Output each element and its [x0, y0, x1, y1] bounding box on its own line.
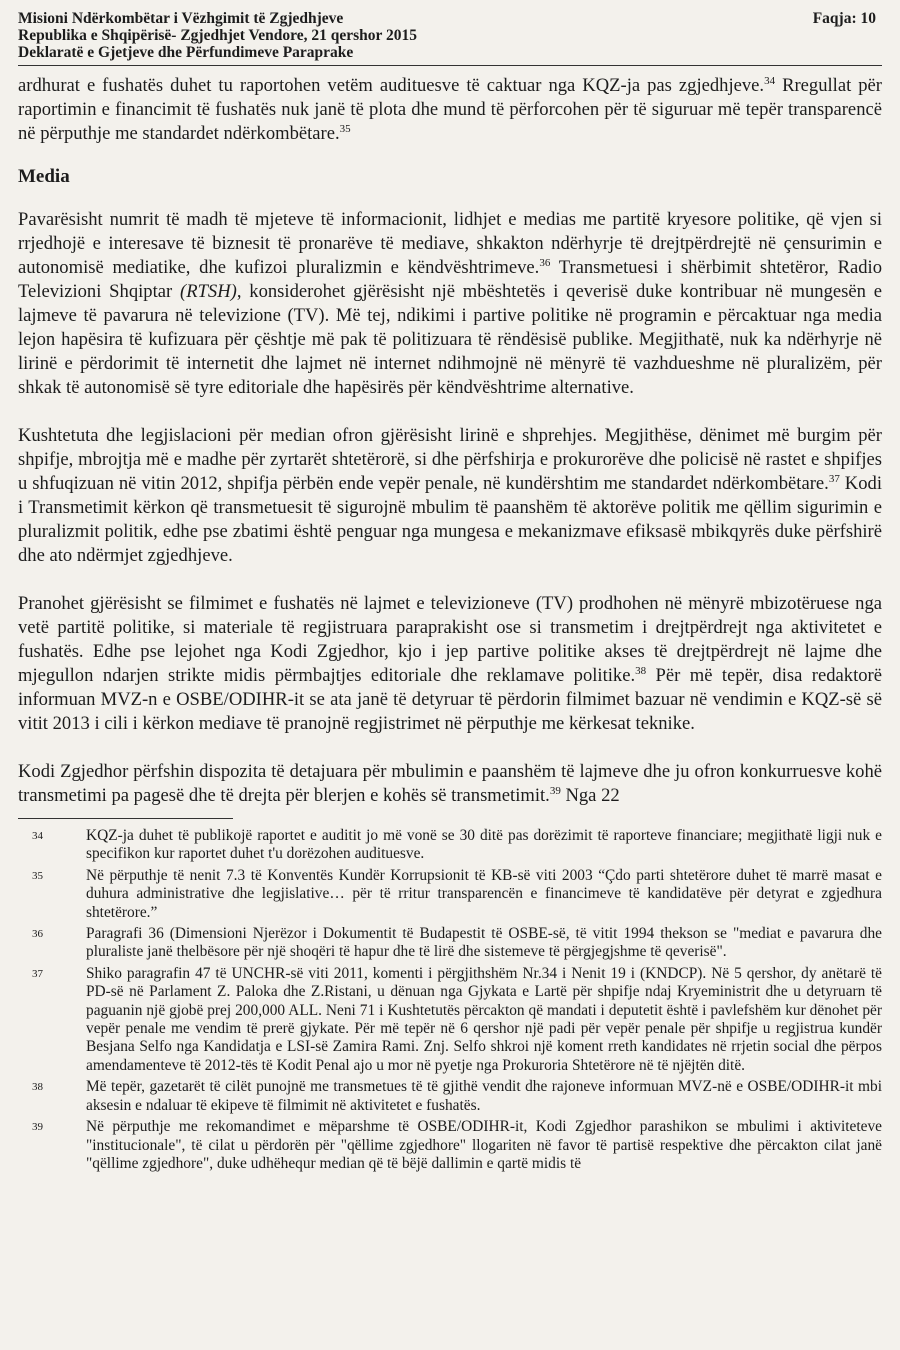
footnotes [18, 827, 882, 1173]
media-paragraph-1 [18, 208, 882, 400]
footnote-text: Në përputhje të nenit 7.3 të Konventës Kundër Korrupsionit të KB-së viti 2003 “Çdo parti shtetërore duhet të marrë masat e duhura administrative dhe legjislative… për të rritur transparencën e financimeve të kandidatëve për detyrat e zgjedhura shtetërore.” [86, 866, 882, 921]
footnote-ref-35[interactable]: 35 [339, 122, 351, 135]
footnote-divider [18, 818, 233, 819]
p3-text-1: Pranohet gjërësisht se filmimet e fushatës në lajmet e televizioneve (TV) prodhohen në mënyrë mbizotëruese nga vetë partitë politike, si materiale të regjistruara paraprakisht ose si transmetim i drejtpërdrejt nga aktivitetet e fushatës. Edhe pse lejohet nga Kodi Zgjedhor, kjo i jep partive politike akses të drejtpërdrejt në lajme dhe mjegullon ndarjen strikte midis përmbajtjes editoriale dhe reklamave politike. [18, 593, 882, 686]
intro-text-1: ardhurat e fushatës duhet tu raportohen vetëm audituesve të caktuar nga KQZ-ja pas zgjedhjeve. [18, 75, 765, 96]
footnote-number: 38 [32, 1081, 43, 1094]
footnote-number: 34 [32, 830, 43, 842]
rtsh-abbrev: (RTSH) [180, 281, 237, 302]
header-divider [18, 65, 882, 66]
section-heading-media: Media [18, 166, 70, 187]
footnote-number: 39 [32, 1121, 43, 1134]
p1-text-1: Pavarësisht numrit të madh të mjeteve të informacionit, lidhjet e medias me partitë kryesore politike, që vjen si rrjedhojë e interesave të biznesit të pronarëve të mediave, shkakton ndërhyrje të drejtpërdrejtë në çensurimin e autonomisë mediatike, dhe kufizoi pluralizmin e këndvështrimeve. [18, 209, 882, 278]
footnote-text: KQZ-ja duhet të publikojë raportet e auditit jo më vonë se 30 ditë pas dorëzimit të raporteve financiare; megjithatë ligji nuk e specifikon kur raportet duhet t'u dorëzohen audituesve. [86, 827, 882, 863]
footnote-item [18, 1118, 882, 1173]
footnote-item [18, 925, 882, 962]
intro-text-2: Rregullat për raportimin e financimit të fushatës nuk janë të plota dhe mund të përforcohen për të siguruar më tepër transparencë në përputhje me standardet ndërkombëtare. [18, 75, 882, 144]
footnote-item [18, 1078, 882, 1115]
footnote-text: Në përputhje me rekomandimet e mëparshme të OSBE/ODIHR-it, Kodi Zgjedhor parashikon se mbulimi i aktiviteteve "institucionale", të cilat u përdorën për "qëllime zgjedhore" llogariten në favor të partisë respektive dhe përcakton cilat janë "qëllime zgjedhore", duke udhëhequr median që të bëjë dallimin e qartë midis të [86, 1118, 882, 1172]
footnote-number: 36 [32, 928, 43, 941]
p4-text-2: Nga 22 [560, 785, 620, 806]
page-number: Faqja: 10 [812, 10, 876, 27]
p3-text-2: Për më tepër, disa redaktorë informuan MVZ-n e OSBE/ODIHR-it se ata janë të detyruar të përdorin filmimet bazuar në vendimin e KQZ-së së vitit 2013 i cili i kërkon mediave të pranojnë regjistrimet në përputhje me kërkesat teknike. [18, 665, 882, 734]
p4-text-1: Kodi Zgjedhor përfshin dispozita të detajuara për mbulimin e paanshëm të lajmeve dhe ju ofron konkurruesve kohë transmetimi pa pagesë dhe të drejta për blerjen e kohës së transmetimit. [18, 761, 882, 806]
p1-text-3: , konsiderohet gjërësisht një mbështetës i qeverisë duke kontribuar në mungesën e lajmeve të pavarura në televizione (TV). Më tej, ndikimi i partive politike në programin e përcaktuar nga media lejon hapësira të kufizuara për çështje më pak të politizuara të rëndësisë publike. Megjithatë, nuk ka ndërhyrje në lirinë e përdorimit të internetit dhe lajmet në internet ndihmojnë në mënyrë të vazhdueshme në pluralizëm, për shkak të autonomisë së tyre editoriale dhe hapësirës për këndvështrime alternative. [18, 281, 882, 398]
footnote-number: 35 [32, 869, 43, 882]
footnote-ref-37[interactable]: 37 [828, 472, 840, 485]
page-header [18, 10, 882, 61]
p2-text-2: Kodi i Transmetimit kërkon që transmetuesit të sigurojnë mbulim të paanshëm të aktorëve politik me qëllim sigurimin e pluralizmit politik, edhe pse zbatimi është penguar nga mungesa e mekanizmave efiksasë mbikqyrës duke përfshirë dhe ato ndërmjet zgjedhjeve. [18, 473, 882, 566]
footnote-text: Shiko paragrafin 47 të UNCHR-së viti 2011, komenti i përgjithshëm Nr.34 i Nenit 19 i (KNDCP). Në 5 qershor, dy anëtarë të PD-së në Parlament Z. Paloka dhe Z.Ristani, u dënuan nga Gjykata e Lartë për shpifje ndaj Kryeministrit dhe u detyruarn të paguanin një gjobë prej 200,000 ALL. Neni 71 i Kushtetutës përcakton që mandati i deputetit është i pavlefshëm kur dënohet për vepër penale me vendim të prerë gjykate. Për më tepër në 6 qershor një padi për vepër penale për shpifje u regjistrua kundër Besjana Selfo nga Kandidatja e LSI-së Zamira Rami. Znj. Selfo shkroi një koment rreth kandidates në rrjetin social dhe përpos amendamenteve të 2012-tës të Kodit Penal ajo u mor në pyetje nga Prokuroria Shtetërore në të njëjtën ditë. [86, 964, 882, 1074]
footnote-ref-36[interactable]: 36 [539, 256, 551, 269]
footnote-ref-34[interactable]: 34 [764, 74, 776, 87]
media-paragraph-2 [18, 424, 882, 568]
footnote-ref-39[interactable]: 39 [549, 784, 561, 797]
footnote-text: Më tepër, gazetarët të cilët punojnë me transmetues të të gjithë vendit dhe rajoneve informuan MVZ-në e OSBE/ODIHR-it mbi aksesin e ndaluar të ekipeve të filmimit në aktivitetet e fushatës. [86, 1078, 882, 1114]
footnote-number: 37 [32, 967, 43, 980]
footnote-ref-38[interactable]: 38 [635, 664, 647, 677]
p2-text-1: Kushtetuta dhe legjislacioni për median ofron gjërësisht lirinë e shprehjes. Megjithëse, dënimet më burgim për shpifje, mbrojtja më e madhe për zyrtarët shtetërorë, si dhe përfshirja e prokurorëve dhe policisë në rastet e shpifjes u shfuqizuan në vitin 2012, shpifja përbën ende vepër penale, në kundërshtim me standardet ndërkombëtare. [18, 425, 882, 494]
media-paragraph-3 [18, 592, 882, 736]
header-mission-title: Misioni Ndërkombëtar i Vëzhgimit të Zgjedhjeve [18, 10, 344, 27]
footnote-item [18, 867, 882, 922]
header-election-title: Republika e Shqipërisë- Zgjedhjet Vendore, 21 qershor 2015 [18, 27, 418, 44]
header-report-title: Deklaratë e Gjetjeve dhe Përfundimeve Paraprake [18, 44, 354, 61]
p1-text-2: Transmetuesi i shërbimit shtetëror, Radio Televizioni Shqiptar [18, 257, 882, 302]
footnote-item [18, 965, 882, 1075]
intro-paragraph [18, 74, 882, 146]
footnote-item [18, 827, 882, 864]
footnote-text: Paragrafi 36 (Dimensioni Njerëzor i Dokumentit të Budapestit të OSBE-së, të vitit 1994 thekson se "mediat e pavarura dhe pluraliste janë thelbësore për një shoqëri të hapur dhe të lirë dhe sistemeve të përgjegjshme të qeverisë". [86, 925, 882, 961]
media-paragraph-4 [18, 760, 882, 808]
